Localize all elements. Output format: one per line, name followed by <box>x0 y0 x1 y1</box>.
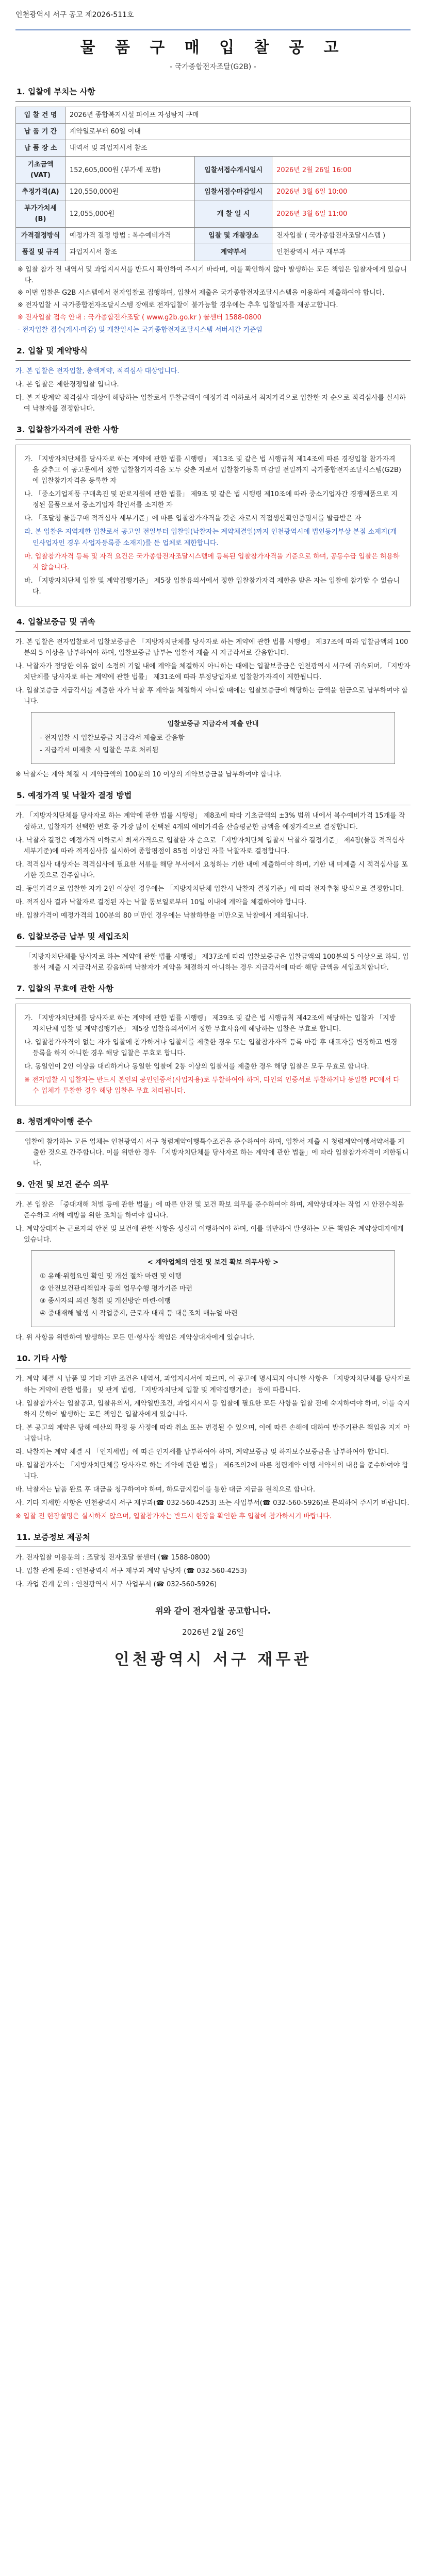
table-value: 계약일로부터 60일 이내 <box>65 124 411 140</box>
table-value: 전자입찰 ( 국가종합전자조달시스템 ) <box>272 228 411 244</box>
bond-info-box <box>31 712 395 764</box>
paragraph: 마. 입찰참가자는 「지방자치단체를 당사자로 하는 계약에 관한 법률」 제6조의2에 따른 청렴계약 이행 서약서의 내용을 준수하여야 합니다. <box>15 1461 408 1480</box>
section-bond-revenue <box>15 929 411 973</box>
paragraph: 나. 낙찰자가 정당한 이유 없이 소정의 기일 내에 계약을 체결하지 아니하는 때에는 입찰보증금은 인천광역시 서구에 귀속되며, 「지방자치단체를 당사자로 하는 계약에 관한 법률」 제31조에 따라 부정당업자로 입찰참가자격이 제한됩니다. <box>15 662 411 682</box>
section-title: 9. 안전 및 보건 준수 의무 <box>15 1177 411 1194</box>
paragraph: 다. 입찰보증금 지급각서를 제출한 자가 낙찰 후 계약을 체결하지 아니할 때에는 입찰보증금에 해당하는 금액을 현금으로 납부하여야 합니다. <box>15 687 408 706</box>
box-row: ① 유해·위험요인 확인 및 개선 절차 마련 및 이행 <box>40 1273 182 1281</box>
table-label: 기초금액(VAT) <box>16 157 65 184</box>
paragraph: 가. 본 입찰은 전자입찰로서 입찰보증금은 「지방자치단체를 당사자로 하는 계약에 관한 법률 시행령」 제37조에 따라 입찰금액의 100분의 5 이상을 납부하여야 하며, 입찰보증금 납부는 입찰서 제출 시 지급각서로 갈음합니다. <box>15 638 408 657</box>
paragraph: 마. 적격심사 결과 낙찰자로 결정된 자는 낙찰 통보일로부터 10일 이내에 계약을 체결하여야 합니다. <box>15 898 307 906</box>
table-label: 입 찰 건 명 <box>16 107 65 124</box>
eligibility-box <box>15 445 411 606</box>
paragraph: 나. 입찰 관계 문의 : 인천광역시 서구 재무과 계약 담당자 (☎ 032-560-4253) <box>15 1567 247 1575</box>
paragraph: 나. 「중소기업제품 구매촉진 및 판로지원에 관한 법률」 제9조 및 같은 법 시행령 제10조에 따라 중소기업자간 경쟁제품으로 지정된 물품으로서 중소기업자 확인서를 소지한 자 <box>24 490 398 510</box>
table-label: 개 찰 일 시 <box>195 200 272 228</box>
section-price-decision <box>15 788 411 921</box>
paragraph: 바. 입찰가격이 예정가격의 100분의 80 미만인 경우에는 낙찰하한율 미만으로 낙찰에서 제외됩니다. <box>15 911 309 920</box>
paragraph: ※ 낙찰자는 계약 체결 시 계약금액의 100분의 10 이상의 계약보증금을 납부하여야 합니다. <box>15 771 282 779</box>
notice-footer <box>15 1604 411 1673</box>
table-label: 입찰 및 개찰장소 <box>195 228 272 244</box>
paragraph: 가. 「지방자치단체를 당사자로 하는 계약에 관한 법률 시행령」 제13조 및 같은 법 시행규칙 제14조에 따른 경쟁입찰 참가자격을 갖추고 이 공고문에서 정한 입찰참가자격을 모두 갖춘 자로서 입찰참가등록 마감일 전일까지 국가종합전자조달시스템(G2B)에 입찰참가자격을 등록한 자 <box>24 455 401 485</box>
section-invalid-bids <box>15 981 411 1106</box>
paragraph: 다. 본 지방계약 적격심사 대상에 해당하는 입찰로서 투찰금액이 예정가격 이하로서 최저가격으로 입찰한 자 순으로 적격심사를 실시하여 낙찰자를 결정합니다. <box>15 394 406 413</box>
table-label: 부가가치세(B) <box>16 200 65 228</box>
section-title: 8. 청렴계약이행 준수 <box>15 1114 411 1131</box>
paragraph: ※ 입찰 전 현장설명은 실시하지 않으며, 입찰참가자는 반드시 현장을 확인한 후 입찰에 참가하시기 바랍니다. <box>15 1512 332 1520</box>
box-row: ④ 중대재해 발생 시 작업중지, 근로자 대피 등 대응조치 매뉴얼 마련 <box>40 1310 238 1318</box>
table-value: 12,055,000원 <box>65 200 195 228</box>
table-value <box>65 157 195 184</box>
section-title: 2. 입찰 및 계약방식 <box>15 344 411 361</box>
paragraph: 사. 기타 자세한 사항은 인천광역시 서구 재무과(☎ 032-560-4253) 또는 사업부서(☎ 032-560-5926)로 문의하여 주시기 바랍니다. <box>15 1499 409 1507</box>
bid-notes <box>15 264 411 335</box>
paragraph: 다. 적격심사 대상자는 적격심사에 필요한 서류를 해당 부서에서 요청하는 기한 내에 제출하여야 하며, 기한 내 미제출 시 적격심사를 포기한 것으로 간주합니다. <box>15 860 408 879</box>
paragraph: ※ 전자입찰 시 입찰자는 반드시 본인의 공인인증서(사업자용)로 투찰하여야 하며, 타인의 인증서로 투찰하거나 동일한 PC에서 다수 업체가 투찰한 경우 해당 입찰은 무효 처리됩니다. <box>24 1076 400 1095</box>
box-title: < 계약업체의 안전 및 보건 확보 의무사항 > <box>147 1259 279 1267</box>
section-title: 3. 입찰참가자격에 관한 사항 <box>15 422 411 439</box>
table-label: 가격결정방식 <box>16 228 65 244</box>
list-item: - 전자입찰 접수(개시·마감) 및 개찰일시는 국가종합전자조달시스템 서버시간 기준임 <box>18 326 263 334</box>
section-title: 1. 입찰에 부치는 사항 <box>15 84 411 101</box>
table-row <box>16 200 411 228</box>
table-row <box>16 140 411 157</box>
table-value: 2026년 3월 6일 10:00 <box>272 184 411 200</box>
paragraph: 가. 「지방자치단체를 당사자로 하는 계약에 관한 법률 시행령」 제39조 및 같은 법 시행규칙 제42조에 해당하는 입찰과 「지방자치단체 입찰 및 계약집행기준」 제5장 입찰유의서에서 정한 무효사유에 해당하는 입찰은 무효로 합니다. <box>24 1014 396 1033</box>
list-item: ※ 전자입찰 접속 안내 : 국가종합전자조달 ( www.g2b.go.kr ) 콜센터 1588-0800 <box>18 313 261 321</box>
paragraph: 마. 입찰참가자격 등록 및 자격 요건은 국가종합전자조달시스템에 등록된 입찰참가자격을 기준으로 하며, 공동수급 입찰은 허용하지 않습니다. <box>24 552 400 571</box>
paragraph: 다. 위 사항을 위반하여 발생하는 모든 민·형사상 책임은 계약상대자에게 있습니다. <box>15 1334 255 1342</box>
section-title: 7. 입찰의 무효에 관한 사항 <box>15 981 411 998</box>
table-value: 2026년 3월 6일 11:00 <box>272 200 411 228</box>
page-subtitle: - 국가종합전자조달(G2B) - <box>170 63 256 72</box>
table-label: 입찰서접수마감일시 <box>195 184 272 200</box>
bid-info-table <box>15 107 411 261</box>
invalid-bids-box <box>15 1004 411 1106</box>
list-item: ※ 입찰 참가 전 내역서 및 과업지시서를 반드시 확인하여 주시기 바라며, 이를 확인하지 않아 발생하는 모든 책임은 입찰자에게 있습니다. <box>18 265 407 284</box>
section-integrity <box>15 1114 411 1169</box>
box-title: 입찰보증금 지급각서 제출 안내 <box>167 720 259 728</box>
basic-amount-note: (부가세 포함) <box>121 166 161 174</box>
paragraph: 입찰에 참가하는 모든 업체는 인천광역시 서구 청렴계약이행특수조건을 준수하여야 하며, 입찰서 제출 시 청렴계약이행서약서를 제출한 것으로 간주합니다. 이를 위반한 경우 「지방자치단체를 당사자로 하는 계약에 관한 법률」에 따라 입찰참가자격이 제한됩니다. <box>25 1138 409 1167</box>
section-title: 6. 입찰보증금 납부 및 세입조치 <box>15 929 411 946</box>
paragraph: 가. 본 입찰은 「중대재해 처벌 등에 관한 법률」에 따른 안전 및 보건 확보 의무를 준수하여야 하며, 계약상대자는 작업 시 안전수칙을 준수하고 재해 예방을 위한 조치를 하여야 합니다. <box>15 1200 404 1219</box>
section-contacts <box>15 1530 411 1590</box>
paragraph: 나. 계약상대자는 근로자의 안전 및 보건에 관한 사항을 성실히 이행하여야 하며, 이를 위반하여 발생하는 모든 책임은 계약상대자에게 있습니다. <box>15 1225 404 1244</box>
paragraph: 가. 본 입찰은 전자입찰, 총액계약, 적격심사 대상입니다. <box>15 367 179 375</box>
box-row: ② 안전보건관리책임자 등의 업무수행 평가기준 마련 <box>40 1285 193 1293</box>
section-title: 4. 입찰보증금 및 귀속 <box>15 615 411 632</box>
section-misc <box>15 1351 411 1522</box>
paragraph: 다. 본 공고의 계약은 당해 예산의 확정 등 사정에 따라 취소 또는 변경될 수 있으며, 이에 따른 손해에 대하여 발주기관은 책임을 지지 아니합니다. <box>15 1423 410 1443</box>
paragraph: 가. 계약 체결 시 납품 및 기타 제반 조건은 내역서, 과업지시서에 따르며, 이 공고에 명시되지 아니한 사항은 「지방자치단체를 당사자로 하는 계약에 관한 법률」 및 관계 법령, 「지방자치단체 입찰 및 계약집행기준」 등에 따릅니다. <box>15 1375 411 1394</box>
table-value: 인천광역시 서구 재무과 <box>272 244 411 261</box>
section-title: 5. 예정가격 및 낙찰자 결정 방법 <box>15 788 411 805</box>
paragraph: 나. 입찰참가자는 입찰공고, 입찰유의서, 계약일반조건, 과업지시서 등 입찰에 필요한 모든 사항을 입찰 전에 숙지하여야 하며, 이를 숙지하지 못하여 발생하는 모든 책임은 입찰자에게 있습니다. <box>15 1399 410 1418</box>
table-value: 2026년 종합복지시설 파이프 자성탐지 구매 <box>65 107 411 124</box>
list-item: ※ 전자입찰 시 국가종합전자조달시스템 장애로 전자입찰이 불가능할 경우에는 추후 입찰일자를 재공고합니다. <box>18 301 338 309</box>
paragraph: 가. 전자입찰 이용문의 : 조달청 전자조달 콜센터 (☎ 1588-0800) <box>15 1554 210 1562</box>
table-label: 납 품 기 간 <box>16 124 65 140</box>
table-value: 120,550,000원 <box>65 184 195 200</box>
table-value: 2026년 2월 26일 16:00 <box>272 157 411 184</box>
section-bid-items <box>15 84 411 335</box>
table-row <box>16 157 411 184</box>
paragraph: 바. 「지방자치단체 입찰 및 계약집행기준」 제5장 입찰유의서에서 정한 입찰참가자격 제한을 받은 자는 입찰에 참가할 수 없습니다. <box>24 577 400 596</box>
paragraph: 나. 낙찰자 결정은 예정가격 이하로서 최저가격으로 입찰한 자 순으로 「지방자치단체 입찰시 낙찰자 결정기준」 제4장(물품 적격심사 세부기준)에 따라 적격심사를 실시하여 종합평점이 85점 이상인 자를 낙찰자로 결정합니다. <box>15 836 405 855</box>
table-row <box>16 184 411 200</box>
paragraph: 가. 「지방자치단체를 당사자로 하는 계약에 관한 법률 시행령」 제8조에 따라 기초금액의 ±3% 범위 내에서 복수예비가격 15개를 작성하고, 입찰자가 선택한 번호 중 가장 많이 선택된 4개의 예비가격을 산술평균한 금액을 예정가격으로 결정합니다. <box>15 812 405 831</box>
notice-number: 인천광역시 서구 공고 제2026-511호 <box>15 11 134 19</box>
section-bid-bond <box>15 615 411 781</box>
closing-line: 위와 같이 전자입찰 공고합니다. <box>155 1606 271 1616</box>
table-row <box>16 124 411 140</box>
paragraph: 라. 동일가격으로 입찰한 자가 2인 이상인 경우에는 「지방자치단체 입찰시 낙찰자 결정기준」에 따라 전자추첨 방식으로 결정합니다. <box>15 885 404 893</box>
paragraph: 다. 과업 관계 문의 : 인천광역시 서구 사업부서 (☎ 032-560-5926) <box>15 1581 217 1589</box>
page-title: 물 품 구 매 입 찰 공 고 <box>80 38 346 57</box>
box-row: ③ 종사자의 의견 청취 및 개선방안 마련·이행 <box>40 1297 171 1306</box>
notice-date: 2026년 2월 26일 <box>182 1628 244 1637</box>
table-row <box>16 107 411 124</box>
table-value: 예정가격 결정 방법 : 복수예비가격 <box>65 228 195 244</box>
safety-duty-box <box>31 1250 395 1327</box>
paragraph: 다. 동일인이 2인 이상을 대리하거나 동일한 입찰에 2통 이상의 입찰서를 제출한 경우 해당 입찰은 모두 무효로 합니다. <box>24 1063 369 1071</box>
section-title: 10. 기타 사항 <box>15 1351 411 1368</box>
table-label: 계약부서 <box>195 244 272 261</box>
section-eligibility <box>15 422 411 606</box>
paragraph: 라. 본 입찰은 지역제한 입찰로서 공고일 전일부터 입찰일(낙찰자는 계약체결일)까지 인천광역시에 법인등기부상 본점 소재지(개인사업자인 경우 사업자등록증 소재지)를 둔 업체로 제한합니다. <box>24 528 397 547</box>
paragraph: 라. 낙찰자는 계약 체결 시 「인지세법」에 따른 인지세를 납부하여야 하며, 계약보증금 및 하자보수보증금을 납부하여야 합니다. <box>15 1448 389 1456</box>
table-row <box>16 228 411 244</box>
table-value: 내역서 및 과업지시서 참조 <box>65 140 411 157</box>
table-value: 과업지시서 참조 <box>65 244 195 261</box>
box-row: - 전자입찰 시 입찰보증금 지급각서 제출로 갈음함 <box>40 734 185 742</box>
paragraph: 나. 본 입찰은 제한경쟁입찰 입니다. <box>15 380 119 388</box>
section-title: 11. 보증정보 제공처 <box>15 1530 411 1547</box>
section-bid-method <box>15 344 411 414</box>
table-label: 입찰서접수개시일시 <box>195 157 272 184</box>
title-rule <box>15 29 411 30</box>
paragraph: 「지방자치단체를 당사자로 하는 계약에 관한 법률 시행령」 제37조에 따라 입찰보증금은 입찰금액의 100분의 5 이상으로 하되, 입찰서 제출 시 지급각서로 갈음하며 낙찰자가 계약을 체결하지 아니하는 경우 지급각서에 따라 해당 금액을 세입조치합니다. <box>25 953 409 972</box>
table-label: 추정가격(A) <box>16 184 65 200</box>
paragraph: 나. 입찰참가자격이 없는 자가 입찰에 참가하거나 입찰서를 제출한 경우 또는 입찰참가자격 등록 마감 후 대표자를 변경하고 변경등록을 하지 아니한 경우 해당 입찰은 무효로 합니다. <box>24 1039 398 1058</box>
table-label: 납 품 장 소 <box>16 140 65 157</box>
paragraph: 바. 낙찰자는 납품 완료 후 대금을 청구하여야 하며, 하도급지킴이를 통한 대금 지급을 원칙으로 합니다. <box>15 1485 315 1494</box>
paragraph: 다. 「조달청 물품구매 적격심사 세부기준」에 따른 입찰참가자격을 갖춘 자로서 직접생산확인증명서를 발급받은 자 <box>24 515 362 523</box>
table-label: 품질 및 규격 <box>16 244 65 261</box>
list-item: ※ 이번 입찰은 G2B 시스템에서 전자입찰로 집행하며, 입찰서 제출은 국가종합전자조달시스템을 이용하여 제출하여야 합니다. <box>18 289 385 297</box>
section-safety <box>15 1177 411 1344</box>
table-row <box>16 244 411 261</box>
issuing-organization: 인천광역시 서구 재무관 <box>114 1651 312 1669</box>
box-row: - 지급각서 미제출 시 입찰은 무효 처리됨 <box>40 747 159 755</box>
basic-amount: 152,605,000원 <box>70 166 119 174</box>
